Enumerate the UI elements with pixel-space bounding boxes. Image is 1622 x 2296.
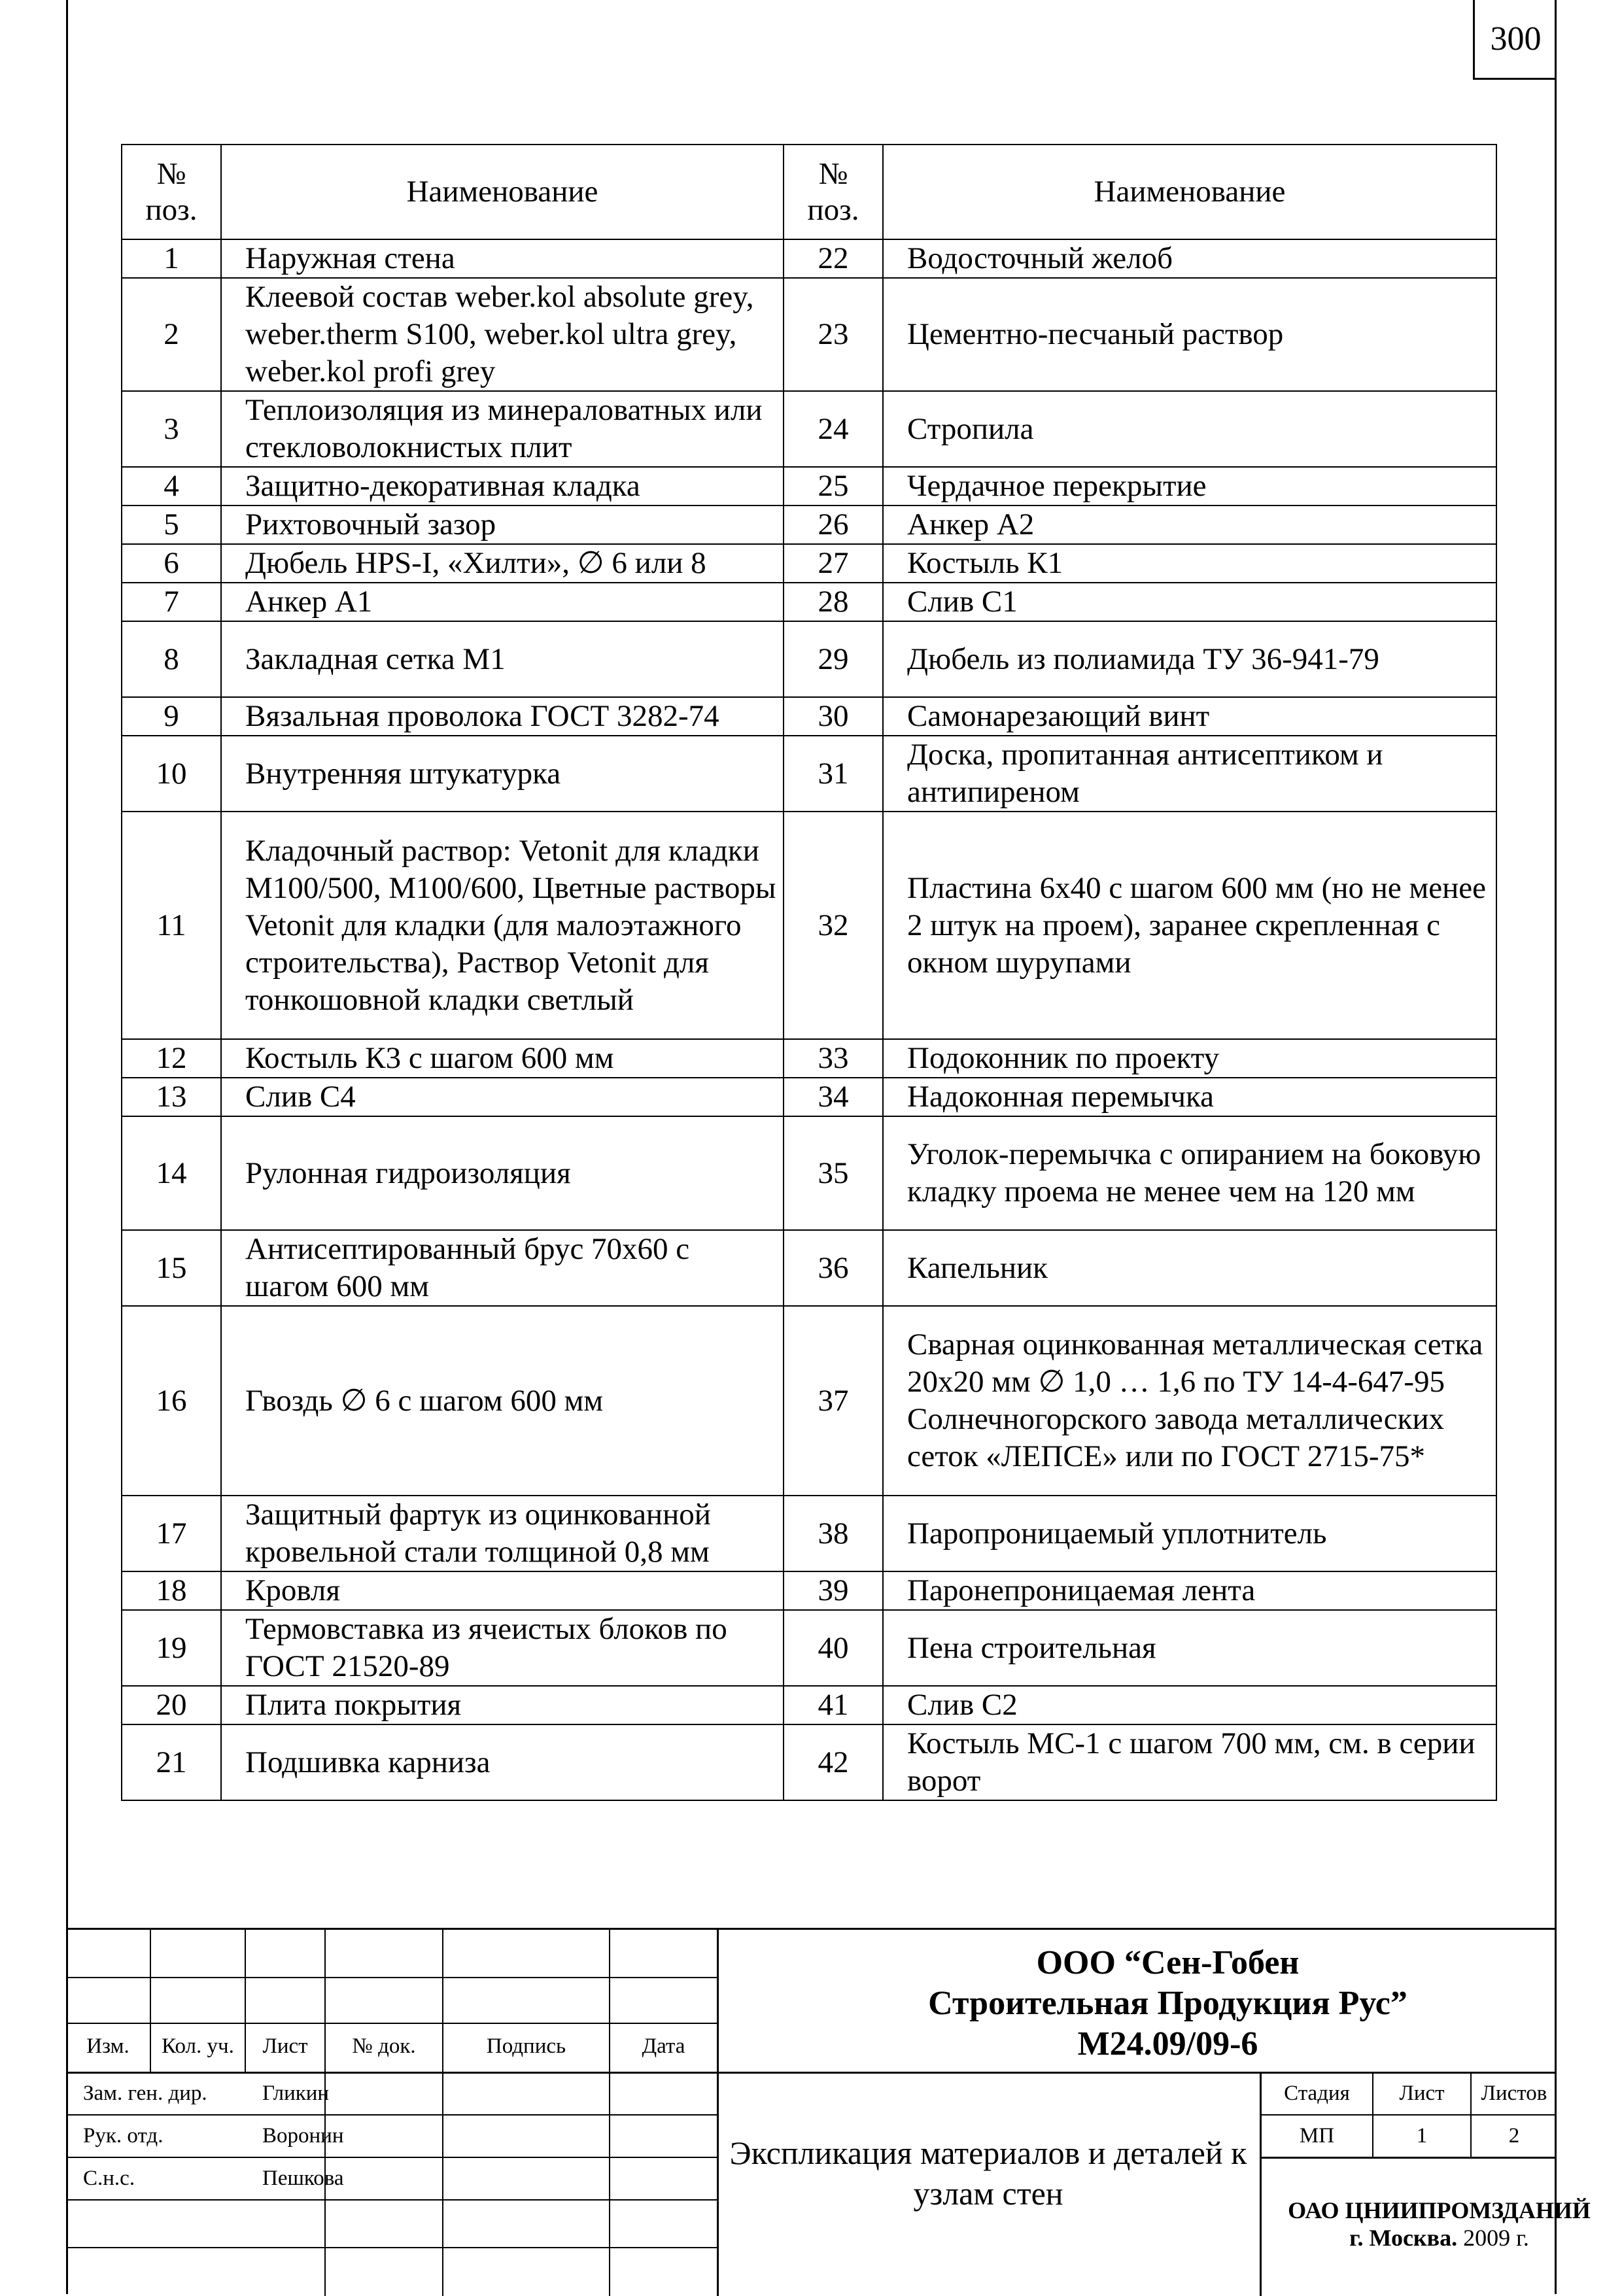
left-pos-cell: 1 bbox=[122, 239, 221, 278]
right-pos-cell: 38 bbox=[784, 1496, 883, 1571]
right-name-cell: Стропила bbox=[883, 391, 1496, 467]
title-block bbox=[66, 1928, 1591, 2294]
table-row bbox=[122, 1230, 1496, 1306]
left-pos-cell: 7 bbox=[122, 583, 221, 621]
left-pos-cell: 21 bbox=[122, 1724, 221, 1800]
right-pos-cell: 22 bbox=[784, 239, 883, 278]
left-pos-cell: 17 bbox=[122, 1496, 221, 1571]
right-name-cell: Уголок-перемычка с опиранием на боковую кладку проема не менее чем на 120 мм bbox=[883, 1116, 1496, 1230]
table-row bbox=[122, 697, 1496, 736]
table-header-row bbox=[122, 145, 1496, 239]
left-pos-cell: 11 bbox=[122, 812, 221, 1039]
right-name-cell: Водосточный желоб bbox=[883, 239, 1496, 278]
left-name-cell: Термовставка из ячеистых блоков по ГОСТ 21520-89 bbox=[221, 1610, 784, 1686]
right-pos-cell: 41 bbox=[784, 1686, 883, 1724]
right-name-cell: Доска, пропитанная антисептиком и антипиреном bbox=[883, 736, 1496, 812]
right-name-cell: Цементно-песчаный раствор bbox=[883, 278, 1496, 391]
left-name-cell: Дюбель HPS-I, «Хилти», ∅ 6 или 8 bbox=[221, 544, 784, 583]
right-pos-cell: 24 bbox=[784, 391, 883, 467]
right-pos-cell: 32 bbox=[784, 812, 883, 1039]
right-name-cell: Дюбель из полиамида ТУ 36-941-79 bbox=[883, 621, 1496, 697]
organization-line1: ООО “Сен-Гобен bbox=[1036, 1944, 1300, 1981]
sheets-value: 2 bbox=[1508, 2124, 1520, 2148]
left-pos-cell: 12 bbox=[122, 1039, 221, 1078]
table-row bbox=[122, 505, 1496, 544]
right-name-cell: Паронепроницаемая лента bbox=[883, 1571, 1496, 1610]
name-header-right: Наименование bbox=[883, 145, 1496, 239]
institute-name: ОАО ЦНИИПРОМЗДАНИЙ bbox=[1288, 2197, 1591, 2223]
right-pos-cell: 36 bbox=[784, 1230, 883, 1306]
left-pos-cell: 18 bbox=[122, 1571, 221, 1610]
left-pos-cell: 10 bbox=[122, 736, 221, 812]
right-pos-cell: 29 bbox=[784, 621, 883, 697]
table-row bbox=[122, 1724, 1496, 1800]
sheet-value: 1 bbox=[1416, 2124, 1428, 2148]
stage-value: МП bbox=[1299, 2124, 1335, 2148]
left-pos-cell: 16 bbox=[122, 1306, 221, 1496]
materials-table bbox=[121, 144, 1497, 1801]
left-pos-cell: 15 bbox=[122, 1230, 221, 1306]
left-pos-cell: 6 bbox=[122, 544, 221, 583]
table-row bbox=[122, 1039, 1496, 1078]
right-pos-cell: 31 bbox=[784, 736, 883, 812]
role-deputy-director: Зам. ген. дир. bbox=[83, 2082, 207, 2105]
name-senior-researcher: Пешкова bbox=[262, 2167, 344, 2190]
table-row bbox=[122, 583, 1496, 621]
left-name-cell: Антисептированный брус 70х60 с шагом 600 мм bbox=[221, 1230, 784, 1306]
right-name-cell: Костыль К1 bbox=[883, 544, 1496, 583]
left-name-cell: Подшивка карниза bbox=[221, 1724, 784, 1800]
left-pos-cell: 20 bbox=[122, 1686, 221, 1724]
pos-header-left: № поз. bbox=[122, 145, 221, 239]
right-name-cell: Анкер А2 bbox=[883, 505, 1496, 544]
right-pos-cell: 37 bbox=[784, 1306, 883, 1496]
left-name-cell: Теплоизоляция из минераловатных или стекловолокнистых плит bbox=[221, 391, 784, 467]
table-row bbox=[122, 1496, 1496, 1571]
right-pos-cell: 34 bbox=[784, 1078, 883, 1116]
left-name-cell: Кладочный раствор: Vetonit для кладки М100/500, М100/600, Цветные растворы Vetonit для кладки (для малоэтажного строительства), Раствор Vetonit для тонкошовной кладки светлый bbox=[221, 812, 784, 1039]
left-name-cell: Закладная сетка М1 bbox=[221, 621, 784, 697]
pos-header-right: № поз. bbox=[784, 145, 883, 239]
list-label: Лист bbox=[262, 2034, 308, 2058]
left-pos-cell: 4 bbox=[122, 467, 221, 505]
right-name-cell: Капельник bbox=[883, 1230, 1496, 1306]
table-body bbox=[122, 239, 1496, 1800]
page-number: 300 bbox=[1473, 0, 1557, 80]
left-name-cell: Слив С4 bbox=[221, 1078, 784, 1116]
table-row bbox=[122, 1116, 1496, 1230]
table-row bbox=[122, 239, 1496, 278]
left-pos-cell: 9 bbox=[122, 697, 221, 736]
left-name-cell: Защитный фартук из оцинкованной кровельной стали толщиной 0,8 мм bbox=[221, 1496, 784, 1571]
table-row bbox=[122, 391, 1496, 467]
right-name-cell: Слив С2 bbox=[883, 1686, 1496, 1724]
right-pos-cell: 42 bbox=[784, 1724, 883, 1800]
right-pos-cell: 27 bbox=[784, 544, 883, 583]
left-pos-cell: 8 bbox=[122, 621, 221, 697]
organization-line2: Строительная Продукция Рус” bbox=[928, 1985, 1407, 2022]
right-name-cell: Паропроницаемый уплотнитель bbox=[883, 1496, 1496, 1571]
left-pos-cell: 5 bbox=[122, 505, 221, 544]
institute-year: 2009 г. bbox=[1463, 2225, 1529, 2251]
document-code: М24.09/09-6 bbox=[1077, 2025, 1258, 2063]
left-name-cell: Рулонная гидроизоляция bbox=[221, 1116, 784, 1230]
doc-no-label: № док. bbox=[352, 2034, 416, 2058]
left-name-cell: Гвоздь ∅ 6 с шагом 600 мм bbox=[221, 1306, 784, 1496]
left-pos-cell: 13 bbox=[122, 1078, 221, 1116]
left-name-cell: Костыль К3 с шагом 600 мм bbox=[221, 1039, 784, 1078]
left-pos-cell: 3 bbox=[122, 391, 221, 467]
signature-label: Подпись bbox=[486, 2034, 566, 2058]
right-pos-cell: 40 bbox=[784, 1610, 883, 1686]
right-name-cell: Сварная оцинкованная металлическая сетка 20х20 мм ∅ 1,0 … 1,6 по ТУ 14-4-647-95 Солнечногорского завода металлических сеток «ЛЕПСЕ» или по ГОСТ 2715-75* bbox=[883, 1306, 1496, 1496]
right-name-cell: Слив С1 bbox=[883, 583, 1496, 621]
right-pos-cell: 28 bbox=[784, 583, 883, 621]
left-name-cell: Плита покрытия bbox=[221, 1686, 784, 1724]
right-name-cell: Пена строительная bbox=[883, 1610, 1496, 1686]
institute-block bbox=[1260, 2197, 1619, 2252]
table-row bbox=[122, 467, 1496, 505]
table-row bbox=[122, 1306, 1496, 1496]
right-pos-cell: 33 bbox=[784, 1039, 883, 1078]
left-name-cell: Вязальная проволока ГОСТ 3282-74 bbox=[221, 697, 784, 736]
left-name-cell: Кровля bbox=[221, 1571, 784, 1610]
sheet-label: Лист bbox=[1399, 2082, 1445, 2105]
table-row bbox=[122, 736, 1496, 812]
table-row bbox=[122, 544, 1496, 583]
right-pos-cell: 35 bbox=[784, 1116, 883, 1230]
left-name-cell: Внутренняя штукатурка bbox=[221, 736, 784, 812]
table-row bbox=[122, 1571, 1496, 1610]
name-deputy-director: Гликин bbox=[262, 2082, 330, 2105]
right-pos-cell: 23 bbox=[784, 278, 883, 391]
left-name-cell: Клеевой состав weber.kol absolute grey, weber.therm S100, weber.kol ultra grey, weber.kol profi grey bbox=[221, 278, 784, 391]
right-pos-cell: 39 bbox=[784, 1571, 883, 1610]
right-name-cell: Костыль МС-1 с шагом 700 мм, см. в серии ворот bbox=[883, 1724, 1496, 1800]
organization-block bbox=[717, 1943, 1619, 2065]
right-name-cell: Пластина 6х40 с шагом 600 мм (но не менее 2 штук на проем), заранее скрепленная с окном шурупами bbox=[883, 812, 1496, 1039]
left-name-cell: Защитно-декоративная кладка bbox=[221, 467, 784, 505]
right-pos-cell: 25 bbox=[784, 467, 883, 505]
document-title: Экспликация материалов и деталей к узлам стен bbox=[729, 2134, 1247, 2212]
kol-uch-label: Кол. уч. bbox=[162, 2034, 234, 2058]
right-name-cell: Самонарезающий винт bbox=[883, 697, 1496, 736]
right-pos-cell: 26 bbox=[784, 505, 883, 544]
table-row bbox=[122, 621, 1496, 697]
table-row bbox=[122, 812, 1496, 1039]
izm-label: Изм. bbox=[86, 2034, 129, 2058]
institute-city-year bbox=[1260, 2224, 1619, 2252]
table-row bbox=[122, 1610, 1496, 1686]
right-pos-cell: 30 bbox=[784, 697, 883, 736]
right-name-cell: Чердачное перекрытие bbox=[883, 467, 1496, 505]
left-pos-cell: 19 bbox=[122, 1610, 221, 1686]
stage-label: Стадия bbox=[1284, 2082, 1350, 2105]
left-pos-cell: 2 bbox=[122, 278, 221, 391]
role-dept-head: Рук. отд. bbox=[83, 2124, 164, 2148]
left-name-cell: Рихтовочный зазор bbox=[221, 505, 784, 544]
role-senior-researcher: С.н.с. bbox=[83, 2167, 135, 2190]
right-name-cell: Подоконник по проекту bbox=[883, 1039, 1496, 1078]
left-pos-cell: 14 bbox=[122, 1116, 221, 1230]
institute-city: г. Москва. bbox=[1349, 2225, 1458, 2251]
right-name-cell: Надоконная перемычка bbox=[883, 1078, 1496, 1116]
date-label: Дата bbox=[642, 2034, 685, 2058]
table-row bbox=[122, 1078, 1496, 1116]
sheets-label: Листов bbox=[1481, 2082, 1547, 2105]
left-name-cell: Наружная стена bbox=[221, 239, 784, 278]
table-row bbox=[122, 1686, 1496, 1724]
name-dept-head: Воронин bbox=[262, 2124, 344, 2148]
name-header-left: Наименование bbox=[221, 145, 784, 239]
left-name-cell: Анкер А1 bbox=[221, 583, 784, 621]
table-row bbox=[122, 278, 1496, 391]
